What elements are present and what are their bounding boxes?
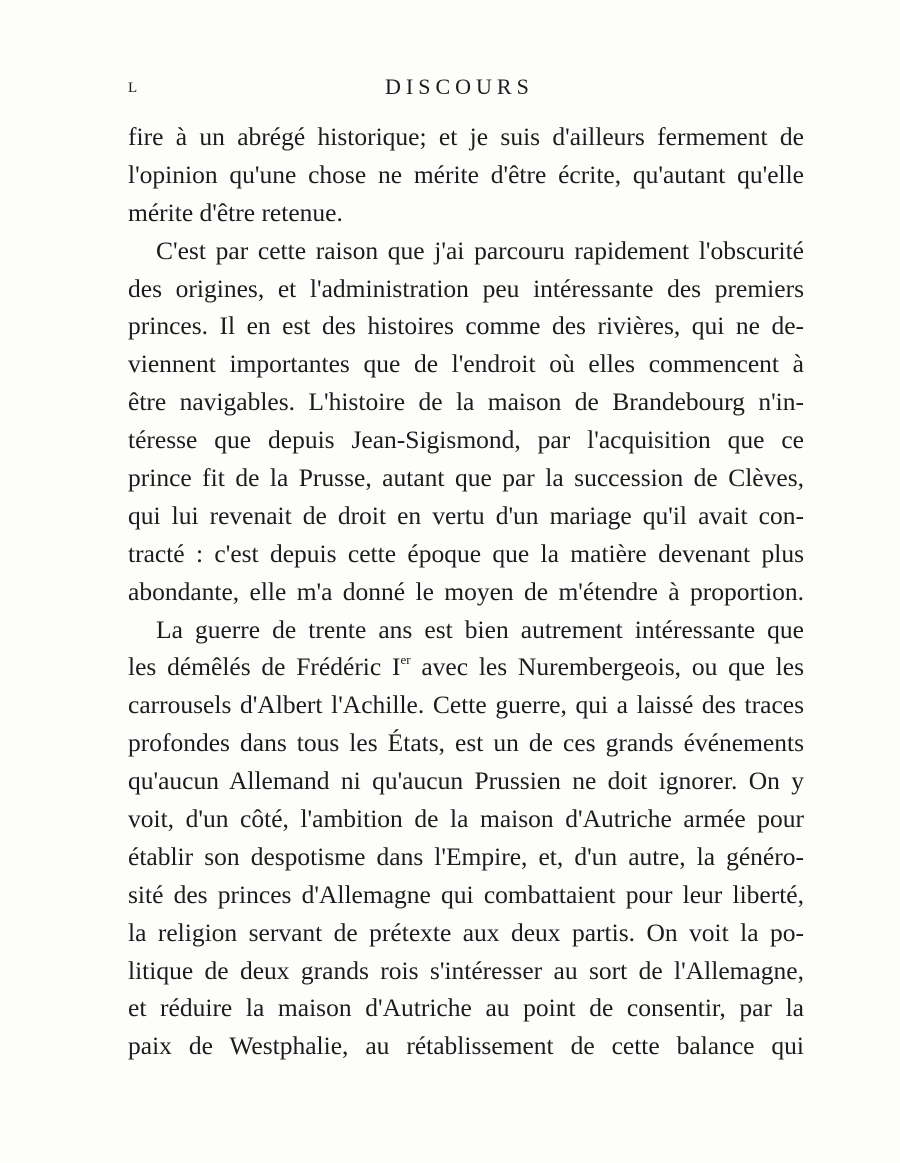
text-line: voit, d'un côté, l'ambition de la maison d'Autriche armée pour bbox=[128, 804, 804, 834]
text-line: des origines, et l'administration peu intéressante des premiers bbox=[128, 273, 804, 303]
text-line: paix de Westphalie, au rétablissement de cette balance qui bbox=[128, 1031, 804, 1061]
running-header bbox=[128, 74, 804, 102]
text-line: sité des princes d'Allemagne qui combattaient pour leur liberté, bbox=[128, 879, 804, 909]
text-line: carrousels d'Albert l'Achille. Cette guerre, qui a laissé des traces bbox=[128, 690, 804, 720]
text-line: princes. Il en est des histoires comme des rivières, qui ne de- bbox=[128, 311, 804, 341]
text-segment: avec les Nurembergeois, ou que les bbox=[410, 652, 805, 682]
text-line: être navigables. L'histoire de la maison de Brandebourg n'in- bbox=[128, 387, 804, 417]
text-line: établir son despotisme dans l'Empire, et, d'un autre, la généro- bbox=[128, 841, 804, 871]
body-text bbox=[128, 118, 804, 1065]
text-line: et réduire la maison d'Autriche au point de consentir, par la bbox=[128, 993, 804, 1023]
text-line: mérite d'être retenue. bbox=[128, 197, 343, 227]
text-line: litique de deux grands rois s'intéresser au sort de l'Allemagne, bbox=[128, 955, 804, 985]
text-line bbox=[128, 648, 804, 686]
text-line: la religion servant de prétexte aux deux partis. On voit la po- bbox=[128, 917, 804, 947]
text-line: abondante, elle m'a donné le moyen de m'étendre à proportion. bbox=[128, 576, 804, 606]
text-line: profondes dans tous les États, est un de ces grands événements bbox=[128, 728, 804, 758]
text-line: C'est par cette raison que j'ai parcouru rapidement l'obscurité bbox=[156, 235, 804, 265]
text-line: qu'aucun Allemand ni qu'aucun Prussien ne doit ignorer. On y bbox=[128, 766, 804, 796]
text-line: La guerre de trente ans est bien autrement intéressante que bbox=[156, 614, 804, 644]
superscript: er bbox=[400, 652, 411, 668]
text-line: qui lui revenait de droit en vertu d'un mariage qu'il avait con- bbox=[128, 500, 804, 530]
text-line: l'opinion qu'une chose ne mérite d'être écrite, qu'autant qu'elle bbox=[128, 159, 804, 189]
text-line: fire à un abrégé historique; et je suis d'ailleurs fermement de bbox=[128, 122, 804, 151]
text-line: viennent importantes que de l'endroit où elles commencent à bbox=[128, 349, 804, 379]
text-line: téresse que depuis Jean-Sigismond, par l'acquisition que ce bbox=[128, 425, 804, 455]
text-line: tracté : c'est depuis cette époque que la matière devenant plus bbox=[128, 538, 804, 568]
page-number: L bbox=[128, 80, 139, 96]
text-line: prince fit de la Prusse, autant que par la succession de Clèves, bbox=[128, 463, 804, 493]
text-segment: les démêlés de Frédéric I bbox=[128, 652, 401, 682]
running-title: DISCOURS bbox=[385, 74, 534, 99]
